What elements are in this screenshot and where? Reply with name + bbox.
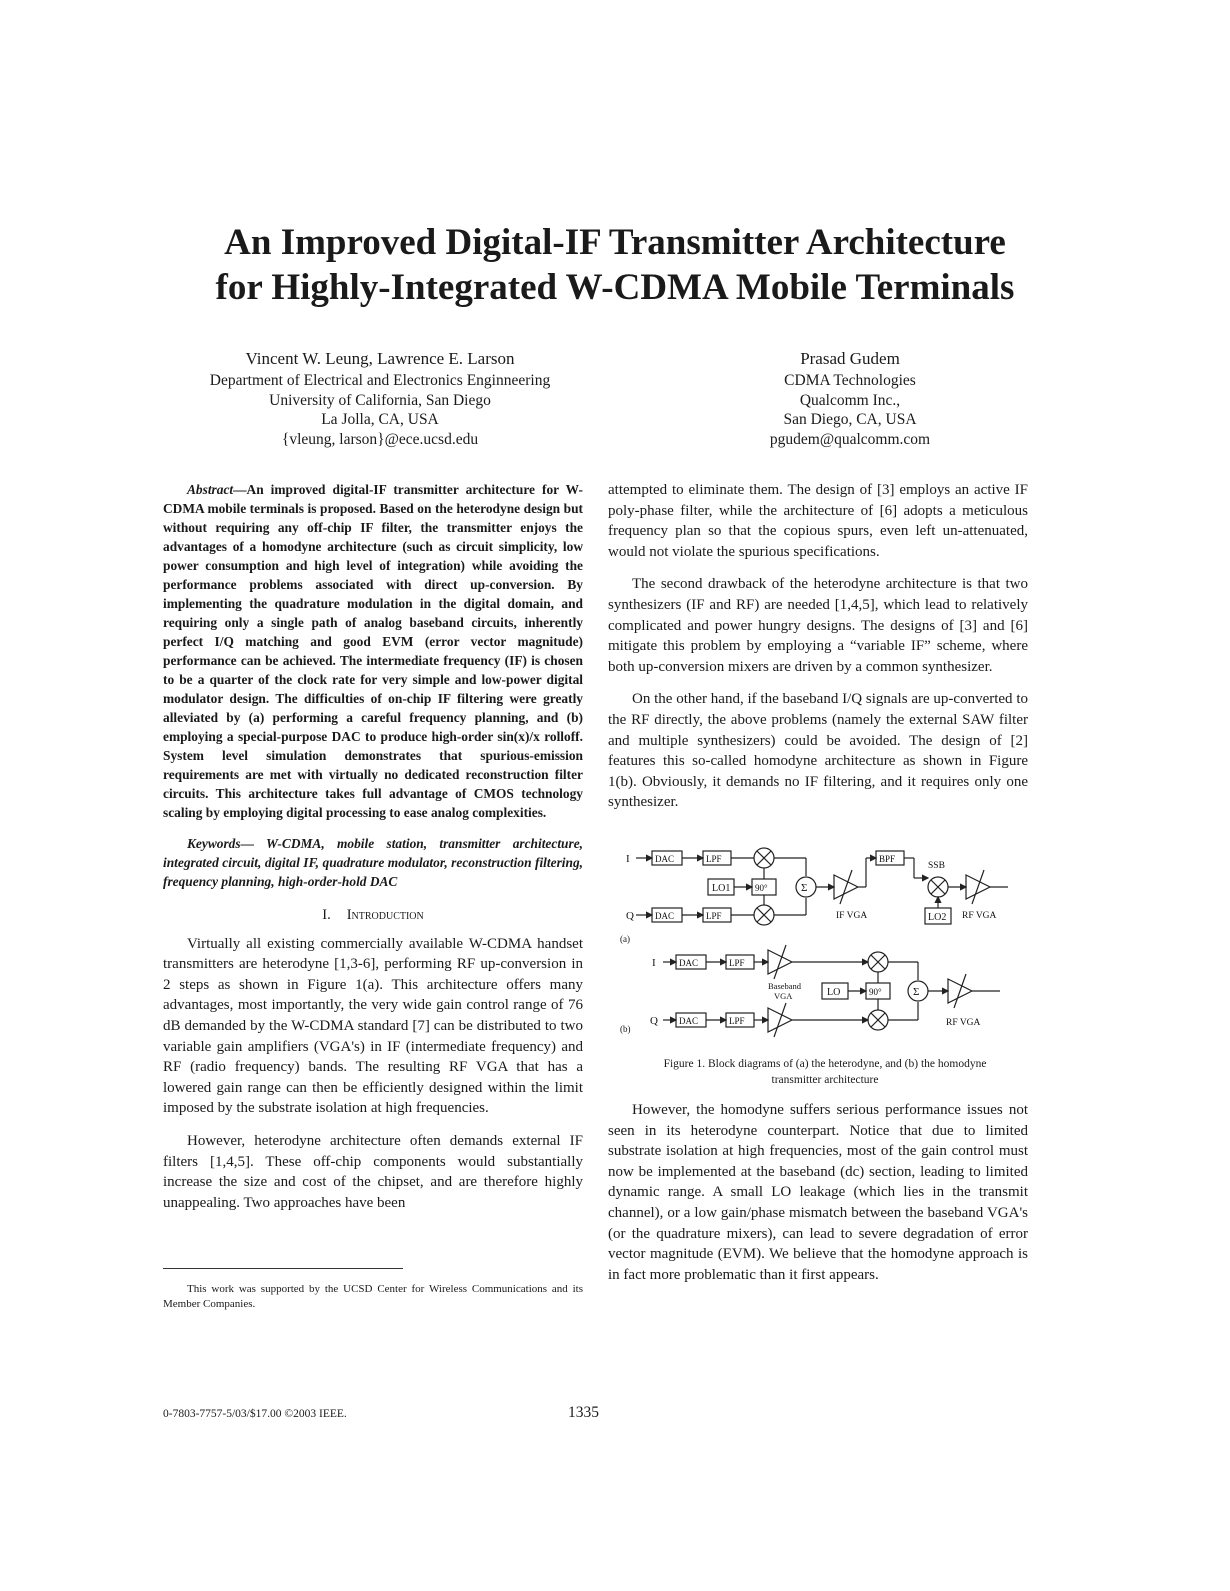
right-paragraph-1: attempted to eliminate them. The design of [3] employs an active IF poly-phase filter, while the architecture of [6] adopts a meticulous frequency plan so that the copious spurs, even left un-attenuated, would not violate the spurious specifications. [608, 482, 1028, 560]
svg-text:I: I [652, 957, 656, 969]
figure-caption [620, 1056, 1030, 1088]
right-column [608, 480, 1028, 813]
author-department: Department of Electrical and Electronics Enginneering [209, 372, 551, 389]
svg-text:LPF: LPF [729, 958, 745, 968]
author-department: CDMA Technologies [784, 372, 916, 389]
fig-b-label: (b) [620, 1024, 631, 1034]
caption-line-2: transmitter architecture [771, 1074, 879, 1086]
fig-a-q-label: Q [626, 910, 634, 922]
right-paragraph-4: However, the homodyne suffers serious performance issues not seen in its heterodyne counterpart. Notice that due to limited substrate isolation at high frequencies, most of the gain control must now be implemented at the baseband (dc) section, leading to limited dynamic range. A small LO leakage (which lies in the transmit channel), or a low gain/phase mismatch between the baseband VGA's (or the quadrature mixers), can lead to severe degradation of error vector magnitude (EVM). We believe that the homodyne approach is in fact more problematic than it first appears. [608, 1102, 1028, 1283]
title-line-1: An Improved Digital-IF Transmitter Architecture [224, 222, 1006, 263]
author-name: Prasad Gudem [800, 349, 900, 368]
author-university: University of California, San Diego [269, 391, 491, 409]
section-title: Introduction [346, 907, 424, 923]
abstract-label: Abstract [187, 482, 234, 497]
fig-a-label: (a) [620, 934, 630, 944]
section-number: I. [322, 907, 331, 923]
svg-text:BPF: BPF [879, 854, 896, 864]
svg-text:LPF: LPF [729, 1016, 745, 1026]
fig-a-dac-label: DAC [655, 854, 675, 864]
author-email: {vleung, larson}@ece.ucsd.edu [281, 430, 479, 448]
svg-text:Baseband: Baseband [768, 981, 802, 991]
abstract-text: —An improved digital-IF transmitter architecture for W-CDMA mobile terminals is proposed. Based on the heterodyne design but without requiring any off-chip IF filter, the transmitter enjoys the advantages of a homodyne architecture (such as circuit simplicity, low power consumption and high level of integration) while avoiding the performance problems associated with direct up-conversion. By implementing the quadrature modulation in the digital domain, and requiring only a single path of analog baseband circuits, inherently perfect I/Q matching and good EVM (error vector magnitude) performance can be achieved. The intermediate frequency (IF) is chosen to be a quarter of the clock rate for very simple and low-power digital modulator design. The difficulties of on-chip IF filtering were greatly alleviated by (a) performing a careful frequency planning, and (b) employing a special-purpose DAC to produce high-order sin(x)/x rolloff. System level simulation demonstrates that spurious-emission requirements are met with virtually no dedicated reconstruction filter circuits. This architecture takes full advantage of CMOS technology scaling by employing digital processing to ease analog complexities. [163, 482, 583, 820]
right-paragraph-3: On the other hand, if the baseband I/Q signals are up-converted to the RF directly, the above problems (namely the external SAW filter and multiple synthesizers) could be avoided. The design of [2] features this so-called homodyne architecture as shown in Figure 1(b). Obviously, it demands no IF filtering, and it requires only one synthesizer. [608, 691, 1028, 811]
svg-text:Q: Q [650, 1015, 658, 1027]
page-number: 1335 [568, 1404, 599, 1421]
keywords: Keywords— W-CDMA, mobile station, transmitter architecture, integrated circuit, digital IF, quadrature modulator, reconstruction filtering, frequency planning, high-order-hold DAC [163, 836, 583, 889]
svg-text:90°: 90° [869, 987, 882, 997]
author-company: Qualcomm Inc., [799, 391, 901, 409]
svg-text:DAC: DAC [679, 1016, 699, 1026]
abstract [163, 480, 583, 822]
svg-text:RF VGA: RF VGA [946, 1018, 981, 1028]
footnote-rule [163, 1268, 403, 1269]
svg-text:Σ: Σ [801, 882, 808, 894]
fig-a-ifvga-label: IF VGA [836, 911, 868, 921]
svg-text:LPF: LPF [706, 911, 722, 921]
svg-text:LPF: LPF [706, 854, 722, 864]
intro-paragraph-1: Virtually all existing commercially available W-CDMA handset transmitters are heterodyne [1,3-6], performing RF up-conversion in 2 steps as shown in Figure 1(a). This architecture offers many advantages, most importantly, the very wide gain control range of 76 dB demanded by the W-CDMA standard [7] can be distributed to two variable gain amplifiers (VGA's) in IF (intermediate frequency) and RF (radio frequency) bands. The resulting RF VGA that has a lowered gain range can then be efficiently designed within the limit imposed by the substrate isolation at high frequencies. [163, 935, 583, 1117]
svg-text:VGA: VGA [774, 991, 793, 1001]
fig-a-lo1-label: LO1 [712, 883, 731, 894]
author-names: Vincent W. Leung, Lawrence E. Larson [245, 349, 515, 368]
author-city: San Diego, CA, USA [783, 411, 917, 428]
section-heading [163, 905, 583, 926]
author-email: pgudem@qualcomm.com [769, 430, 931, 448]
right-column-lower [608, 1100, 1028, 1285]
author-block-left [150, 347, 610, 449]
footer-copyright: 0-7803-7757-5/03/$17.00 ©2003 IEEE. [163, 1408, 347, 1420]
figure-1 [608, 842, 1038, 1047]
block-diagram [608, 842, 1038, 1047]
svg-text:Σ: Σ [913, 986, 920, 998]
svg-text:LO: LO [827, 987, 841, 998]
svg-text:DAC: DAC [655, 911, 675, 921]
fig-a-ssb-label: SSB [928, 861, 945, 871]
intro-paragraph-2: However, heterodyne architecture often demands external IF filters [1,4,5]. These off-chip components would substantially increase the size and cost of the chipset, and are therefore highly unappealing. Two approaches have been [163, 1132, 583, 1211]
author-block-right [650, 347, 1050, 449]
svg-text:LO2: LO2 [928, 912, 947, 923]
footnote: This work was supported by the UCSD Center for Wireless Communications and its Member Companies. [163, 1283, 583, 1310]
right-paragraph-2: The second drawback of the heterodyne architecture is that two synthesizers (IF and RF) are needed [1,4,5], which lead to relatively complicated and power hungry designs. The designs of [3] and [6] mitigate this problem by employing a “variable IF” scheme, where both up-conversion mixers are driven by a common synthesizer. [608, 576, 1028, 675]
caption-line-1: Figure 1. Block diagrams of (a) the heterodyne, and (b) the homodyne [663, 1058, 987, 1070]
svg-text:RF VGA: RF VGA [962, 911, 997, 921]
paper-title [150, 220, 1080, 310]
svg-text:DAC: DAC [679, 958, 699, 968]
left-column [163, 480, 583, 1213]
author-city: La Jolla, CA, USA [321, 411, 439, 428]
fig-a-i-label: I [626, 853, 630, 865]
title-line-2: for Highly-Integrated W-CDMA Mobile Terminals [215, 267, 1015, 308]
svg-text:90°: 90° [755, 883, 768, 893]
